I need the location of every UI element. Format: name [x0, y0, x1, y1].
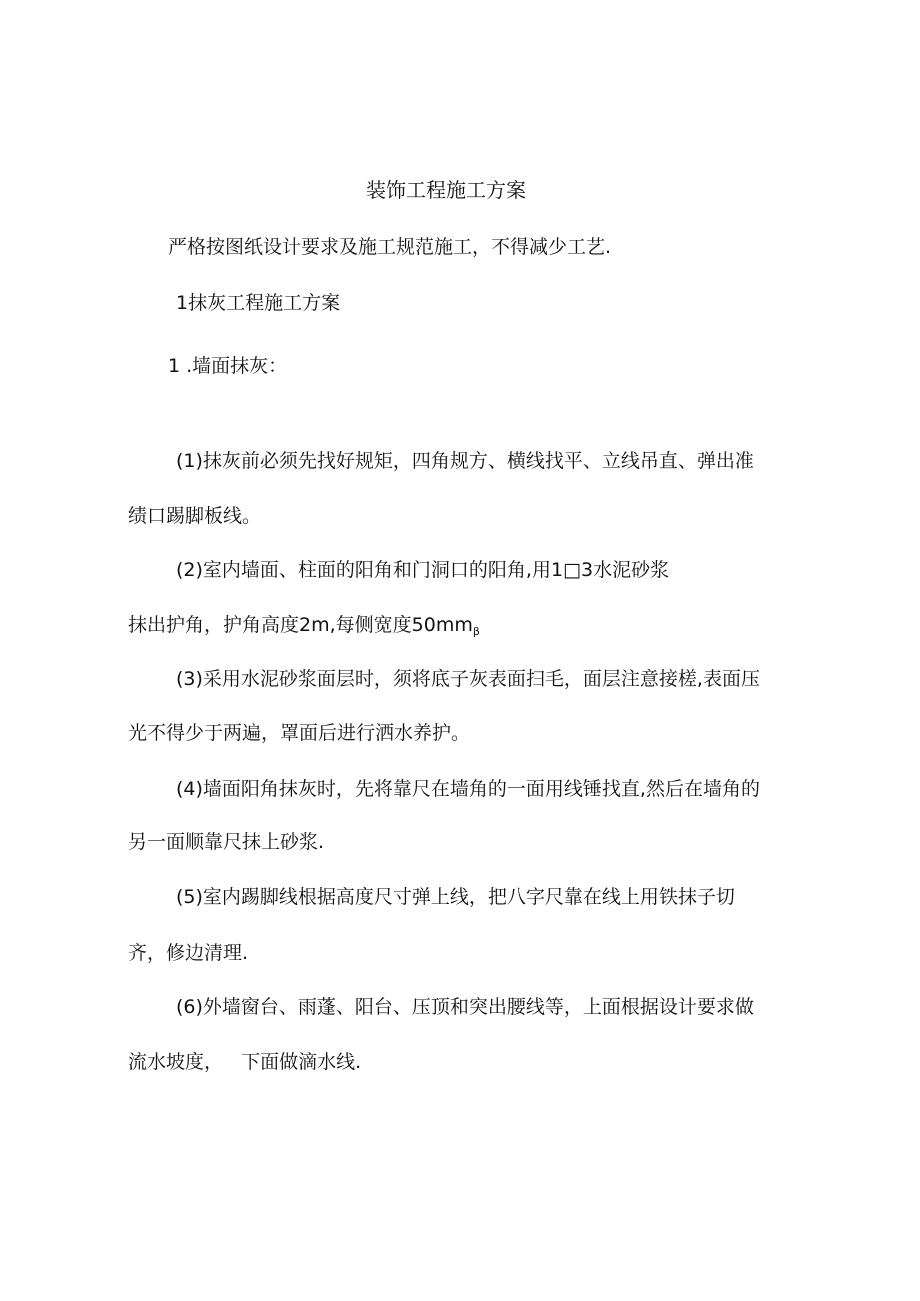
item-2-line-2-suffix: β: [472, 625, 480, 638]
item-6-line-2: 流水坡度， 下面做滴水线.: [128, 1051, 362, 1073]
item-1-line-2: 绩口踢脚板线。: [128, 505, 262, 527]
item-5-line-2: 齐，修边清理.: [128, 942, 249, 964]
item-3-line-1: (3)采用水泥砂浆面层时，须将底子灰表面扫毛，面层注意接槎,表面压: [176, 668, 760, 690]
item-1-line-1: (1)抹灰前必须先找好规矩，四角规方、横线找平、立线吊直、弹出准: [176, 450, 754, 472]
item-2-line-2: 抹出护角，护角高度2m,每侧宽度50mm: [128, 614, 473, 636]
item-4-line-1: (4)墙面阳角抹灰时，先将靠尺在墙角的一面用线锤找直,然后在墙角的: [176, 778, 760, 800]
item-2-line-2-wrapper: [128, 612, 480, 645]
item-4-line-2: 另一面顺靠尺抹上砂浆.: [128, 831, 325, 853]
item-6-line-1: (6)外墙窗台、雨蓬、阳台、压顶和突出腰线等，上面根据设计要求做: [176, 996, 754, 1018]
item-3-line-2: 光不得少于两遍，罩面后进行洒水养护。: [128, 722, 471, 744]
section-heading: 1抹灰工程施工方案: [176, 292, 341, 314]
subsection-heading: 1 .墙面抹灰：: [168, 355, 288, 377]
item-5-line-1: (5)室内踢脚线根据高度尺寸弹上线，把八字尺靠在线上用铁抹子切: [176, 886, 735, 908]
intro-paragraph: 严格按图纸设计要求及施工规范施工，不得减少工艺.: [168, 236, 612, 258]
item-2-line-1: (2)室内墙面、柱面的阳角和门洞口的阳角,用1□3水泥砂浆: [176, 559, 670, 581]
document-title: 装饰工程施工方案: [366, 178, 526, 202]
